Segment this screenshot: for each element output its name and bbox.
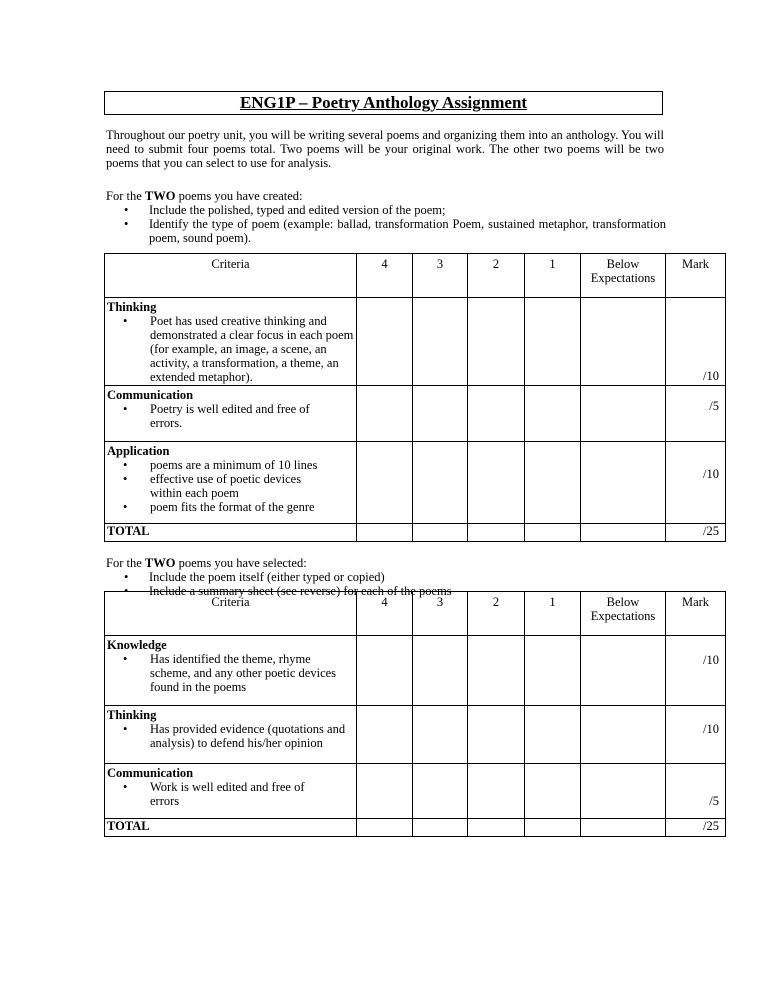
bullet-icon: • [123, 458, 128, 472]
criteria-category: Thinking [107, 300, 157, 314]
bullet-icon: • [124, 217, 129, 231]
bullet-icon: • [123, 500, 128, 514]
list-item: • Identify the type of poem (example: ballad, transformation Poem, sustained metaphor, transformation poem, sound poem). [124, 217, 666, 245]
document-title: ENG1P – Poetry Anthology Assignment [104, 91, 663, 115]
mark-cell: /10 [666, 442, 726, 524]
rubric-table-created [104, 253, 726, 542]
list-item: • Include the poem itself (either typed or copied) [124, 570, 385, 584]
rubric-table-selected [104, 591, 726, 837]
total-row [105, 819, 726, 837]
bullet-icon: • [123, 652, 128, 666]
list-item: • effective use of poetic devices within each poem [123, 472, 302, 500]
column-header: 3 [413, 254, 468, 298]
table-header-row [105, 592, 726, 636]
list-item: • Include the polished, typed and edited version of the poem; [124, 203, 446, 217]
table-row [105, 386, 726, 442]
criteria-cell [105, 298, 357, 386]
section-created-poems [106, 189, 666, 245]
column-header: Below Expectations [581, 254, 666, 298]
criteria-category: Application [107, 444, 170, 458]
column-header: 4 [357, 592, 413, 636]
bullet-icon: • [124, 203, 129, 217]
mark-cell: /5 [666, 386, 726, 442]
criteria-category: Thinking [107, 708, 157, 722]
bullet-icon: • [123, 314, 128, 328]
column-header: 3 [413, 592, 468, 636]
column-header: 4 [357, 254, 413, 298]
section-lead: For the TWO poems you have created: [106, 189, 303, 203]
table-row [105, 764, 726, 819]
table-header-row [105, 254, 726, 298]
list-item: • poems are a minimum of 10 lines [123, 458, 318, 472]
total-mark: /25 [666, 524, 726, 542]
list-item: • Include a summary sheet (see reverse) for each of the poems [124, 584, 452, 598]
criteria-category: Communication [107, 766, 194, 780]
mark-cell: /10 [666, 298, 726, 386]
column-header: 1 [525, 254, 581, 298]
column-header: Criteria [105, 254, 357, 298]
bullet-icon: • [124, 584, 129, 598]
list-item: • Work is well edited and free of errors [123, 780, 305, 808]
column-header: 1 [525, 592, 581, 636]
total-label: TOTAL [105, 524, 357, 542]
criteria-cell [105, 706, 357, 764]
total-mark: /25 [666, 819, 726, 837]
mark-cell: /10 [666, 706, 726, 764]
bullet-icon: • [123, 402, 128, 416]
column-header: Below Expectations [581, 592, 666, 636]
mark-cell: /10 [666, 636, 726, 706]
list-item: • Poet has used creative thinking and demonstrated a clear focus in each poem (for example, an image, a scene, an activity, a transformation, a theme, an extended metaphor). [123, 314, 354, 384]
list-item: • poem fits the format of the genre [123, 500, 315, 514]
bullet-icon: • [124, 570, 129, 584]
total-label: TOTAL [105, 819, 357, 837]
criteria-cell [105, 764, 357, 819]
bullet-icon: • [123, 780, 128, 794]
column-header: Mark [666, 592, 726, 636]
section-lead: For the TWO poems you have selected: [106, 556, 307, 570]
instruction-list [106, 203, 666, 245]
mark-cell: /5 [666, 764, 726, 819]
table-row [105, 636, 726, 706]
column-header: Mark [666, 254, 726, 298]
column-header: 2 [468, 592, 525, 636]
list-item: • Poetry is well edited and free of errors. [123, 402, 310, 430]
bullet-icon: • [123, 722, 128, 736]
total-row [105, 524, 726, 542]
column-header: Criteria [105, 592, 357, 636]
list-item: • Has identified the theme, rhyme scheme, and any other poetic devices found in the poems [123, 652, 337, 694]
criteria-category: Knowledge [107, 638, 167, 652]
table-row [105, 298, 726, 386]
list-item: • Has provided evidence (quotations and analysis) to defend his/her opinion [123, 722, 346, 750]
criteria-category: Communication [107, 388, 194, 402]
column-header: 2 [468, 254, 525, 298]
intro-paragraph: Throughout our poetry unit, you will be writing several poems and organizing them into an anthology. You will need to submit four poems total. Two poems will be your original work. The other two poems will be two poems that you can select to use for analysis. [106, 128, 664, 170]
table-row [105, 442, 726, 524]
criteria-cell [105, 386, 357, 442]
table-row [105, 706, 726, 764]
criteria-cell [105, 636, 357, 706]
bullet-icon: • [123, 472, 128, 486]
criteria-cell [105, 442, 357, 524]
